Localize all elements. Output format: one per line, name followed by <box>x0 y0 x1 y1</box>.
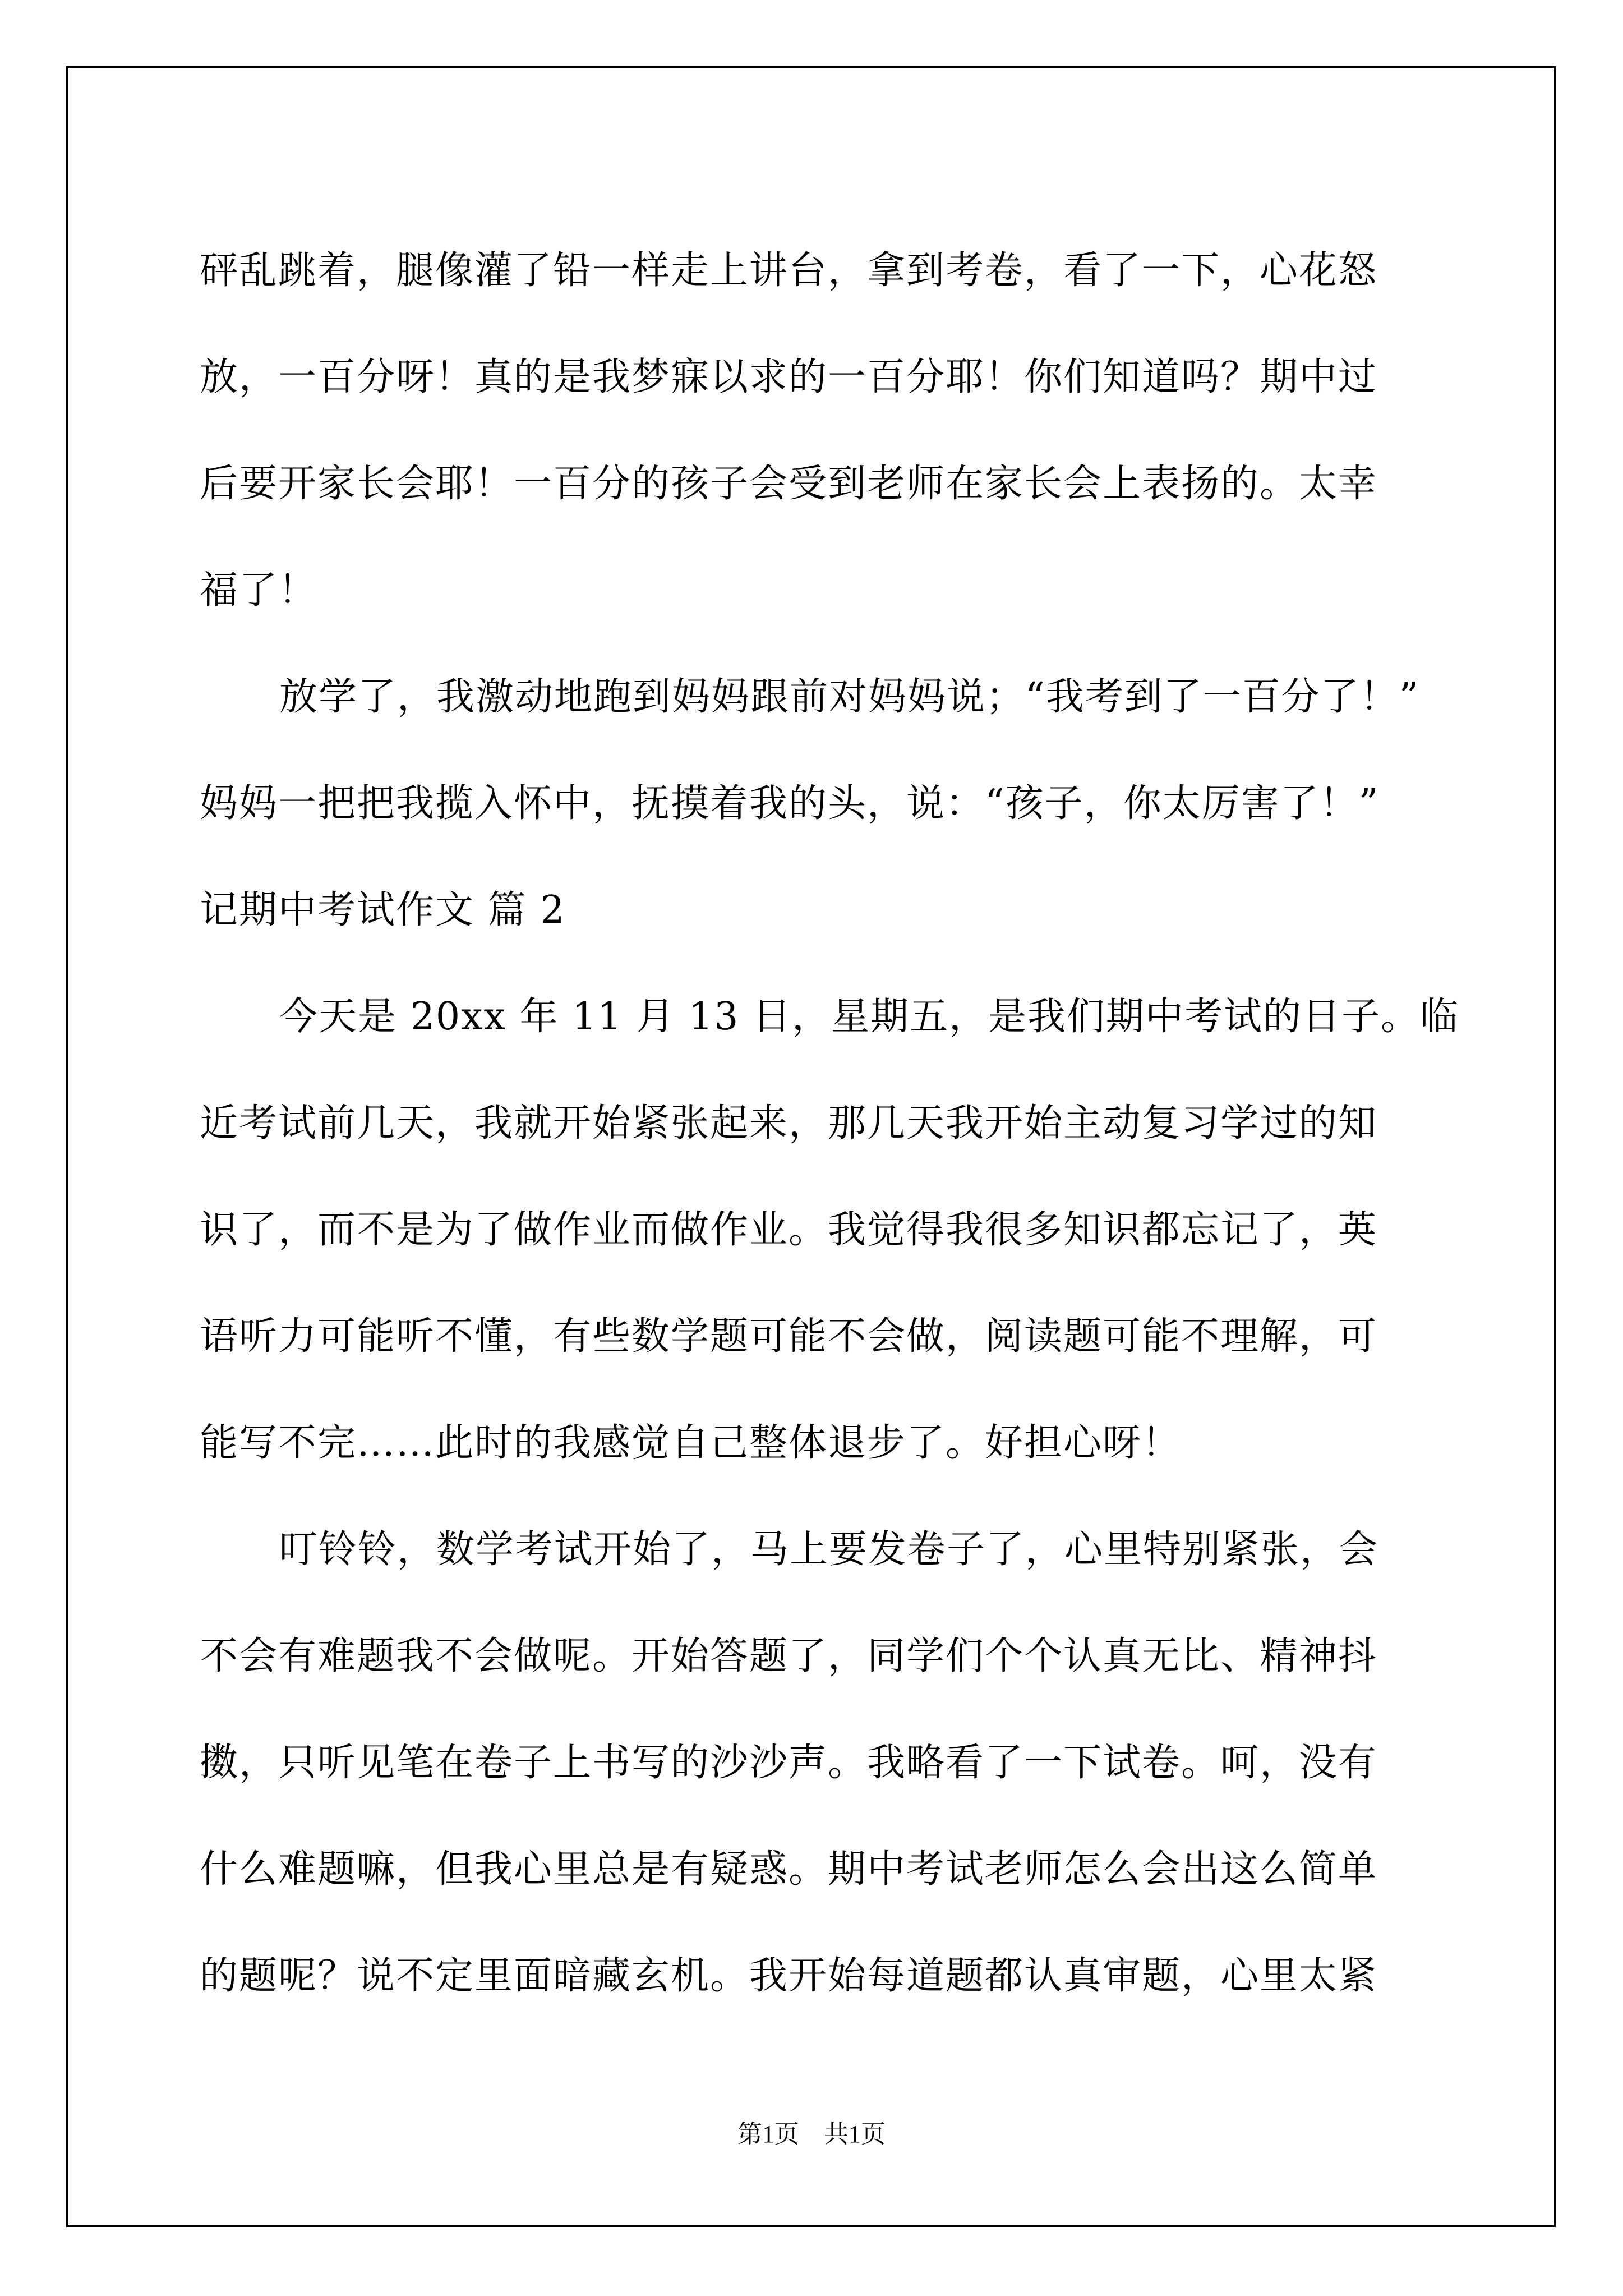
page-footer <box>0 2118 1623 2151</box>
text-line: 不会有难题我不会做呢。开始答题了，同学们个个认真无比、精神抖 <box>200 1634 1378 1678</box>
text-line: 后要开家长会耶！一百分的孩子会受到老师在家长会上表扬的。太幸 <box>200 462 1378 506</box>
page-number: 第1页 <box>737 2120 799 2148</box>
text-line: 擞，只听见笔在卷子上书写的沙沙声。我略看了一下试卷。呵，没有 <box>200 1741 1378 1785</box>
text-line: 识了，而不是为了做作业而做作业。我觉得我很多知识都忘记了，英 <box>200 1208 1378 1252</box>
text-line: 记期中考试作文 篇 2 <box>200 888 566 932</box>
text-line: 什么难题嘛，但我心里总是有疑惑。期中考试老师怎么会出这么简单 <box>200 1847 1378 1892</box>
text-line: 福了！ <box>200 568 318 613</box>
text-line: 近考试前几天，我就开始紧张起来，那几天我开始主动复习学过的知 <box>200 1101 1378 1145</box>
text-line: 叮铃铃，数学考试开始了，马上要发卷子了，心里特别紧张，会 <box>279 1527 1379 1572</box>
text-line: 能写不完……此时的我感觉自己整体退步了。好担心呀！ <box>200 1421 1182 1465</box>
text-line: 妈妈一把把我揽入怀中，抚摸着我的头，说：“孩子，你太厉害了！” <box>200 781 1380 826</box>
text-line: 的题呢？说不定里面暗藏玄机。我开始每道题都认真审题，心里太紧 <box>200 1954 1378 1998</box>
text-line: 砰乱跳着，腿像灌了铅一样走上讲台，拿到考卷，看了一下，心花怒 <box>200 249 1378 293</box>
text-line: 放，一百分呀！真的是我梦寐以求的一百分耶！你们知道吗？期中过 <box>200 355 1378 399</box>
text-line: 语听力可能听不懂，有些数学题可能不会做，阅读题可能不理解，可 <box>200 1314 1378 1359</box>
document-body <box>200 218 1459 2030</box>
text-line: 今天是 20xx 年 11 月 13 日，星期五，是我们期中考试的日子。临 <box>279 995 1459 1039</box>
page-total: 共1页 <box>824 2120 886 2148</box>
text-line: 放学了，我激动地跑到妈妈跟前对妈妈说；“我考到了一百分了！” <box>279 675 1420 719</box>
